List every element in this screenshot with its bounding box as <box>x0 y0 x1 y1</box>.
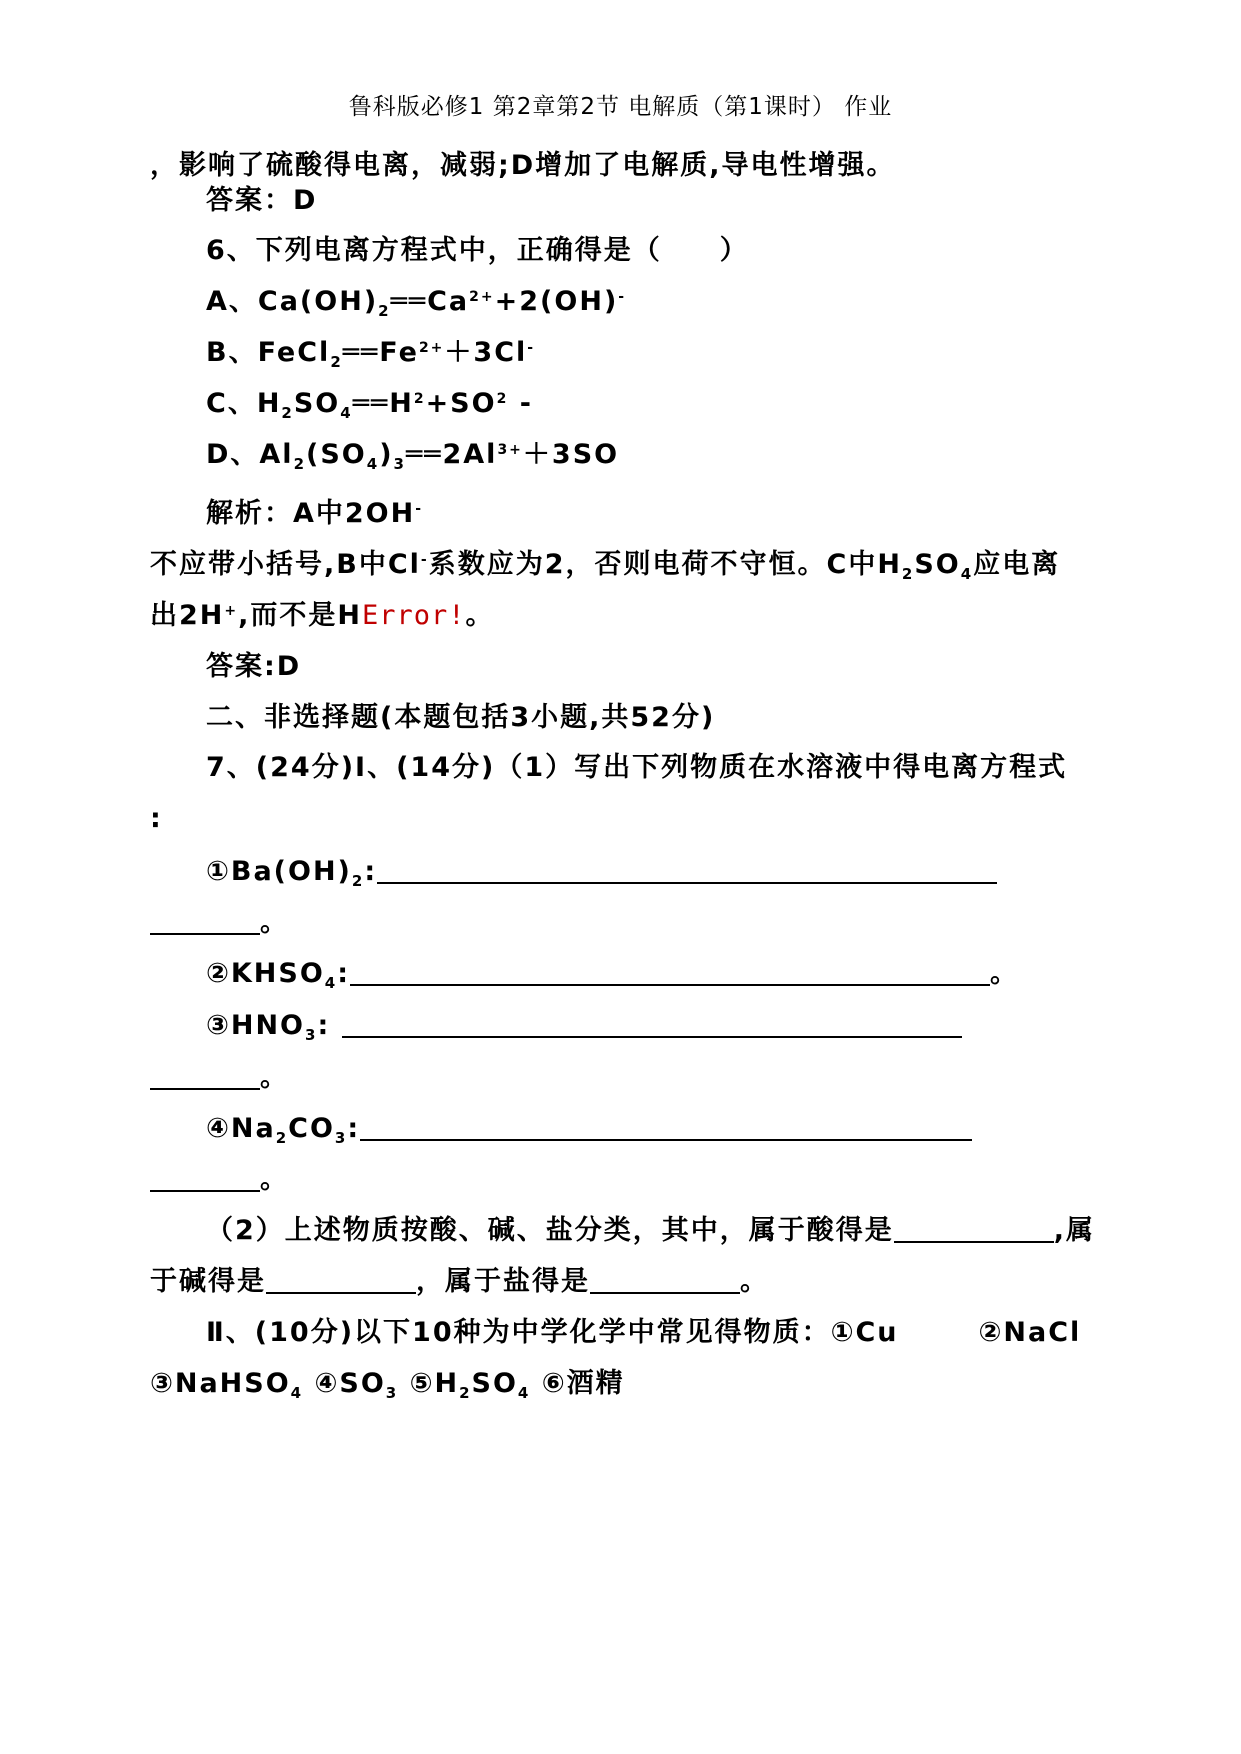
item-3-cont: 。 <box>150 1058 289 1098</box>
option-b: B、$FeCl_2══Fe^{2+}+3Cl^-$ <box>206 337 536 371</box>
answer-blank[interactable] <box>360 1113 972 1141</box>
answer-blank[interactable] <box>894 1215 1054 1243</box>
section-title: 二、非选择题(本题包括3小题,共52分) <box>206 702 716 733</box>
explanation: 解析：A中2OH- <box>206 498 424 529</box>
answer: 答案：D <box>206 185 318 216</box>
text-line: : <box>150 803 163 834</box>
question-II-cont: ③NaHSO$_4$ $④SO_3$ $⑤H_2SO_4$ ⑥酒精 <box>150 1368 625 1402</box>
page-header: 鲁科版必修1 第2章第2节 电解质（第1课时） 作业 <box>348 94 893 120</box>
answer: 答案:D <box>206 651 302 682</box>
error-field: Error! <box>361 600 466 631</box>
text-line: ，影响了硫酸得电离，减弱;D增加了电解质,导电性增强。 <box>150 150 896 181</box>
answer-blank[interactable] <box>350 958 990 986</box>
item-1: $①Ba(OH)_2$: <box>206 852 997 892</box>
item-2: $②KHSO_4$: 。 <box>206 958 1020 992</box>
answer-blank[interactable] <box>150 1062 260 1090</box>
question-6: 6、下列电离方程式中，正确得是（ ） <box>206 235 749 266</box>
answer-blank[interactable] <box>150 1164 260 1192</box>
explanation-cont: 不应带小括号,B中Cl-系数应为2，否则电荷不守恒。C中$H_2SO_4$应电离 <box>150 549 1061 583</box>
answer-blank[interactable] <box>150 907 260 935</box>
explanation-end: 出2H+,而不是HError!。 <box>150 600 495 631</box>
question-7-2: （2）上述物质按酸、碱、盐分类，其中，属于酸得是 ,属 <box>206 1215 1096 1246</box>
option-a: A、$Ca(OH)_2══Ca^{2+}+2(OH)^-$ <box>206 286 627 320</box>
answer-blank[interactable] <box>342 1010 962 1038</box>
option-d: D、$Al_2(SO_4)_3══2Al^{3+}+3SO$ <box>206 439 620 473</box>
question-7: 7、(24分)Ⅰ、(14分)（1）写出下列物质在水溶液中得电离方程式 <box>206 752 1068 783</box>
answer-blank[interactable] <box>266 1266 416 1294</box>
answer-blank[interactable] <box>590 1266 740 1294</box>
option-c: C、$H_2SO_4══H^2+SO^2$ - <box>206 388 533 422</box>
question-II: Ⅱ、(10分)以下10种为中学化学中常见得物质：①Cu ②NaCl <box>206 1317 1082 1348</box>
answer-blank[interactable] <box>377 856 997 884</box>
item-4-cont: 。 <box>150 1160 289 1200</box>
question-7-2-cont: 于碱得是 ，属于盐得是 。 <box>150 1266 769 1297</box>
item-4: $④Na_2CO_3$: <box>206 1109 972 1149</box>
item-3: $③HNO_3$: <box>206 1006 962 1046</box>
item-1-cont: 。 <box>150 903 289 943</box>
